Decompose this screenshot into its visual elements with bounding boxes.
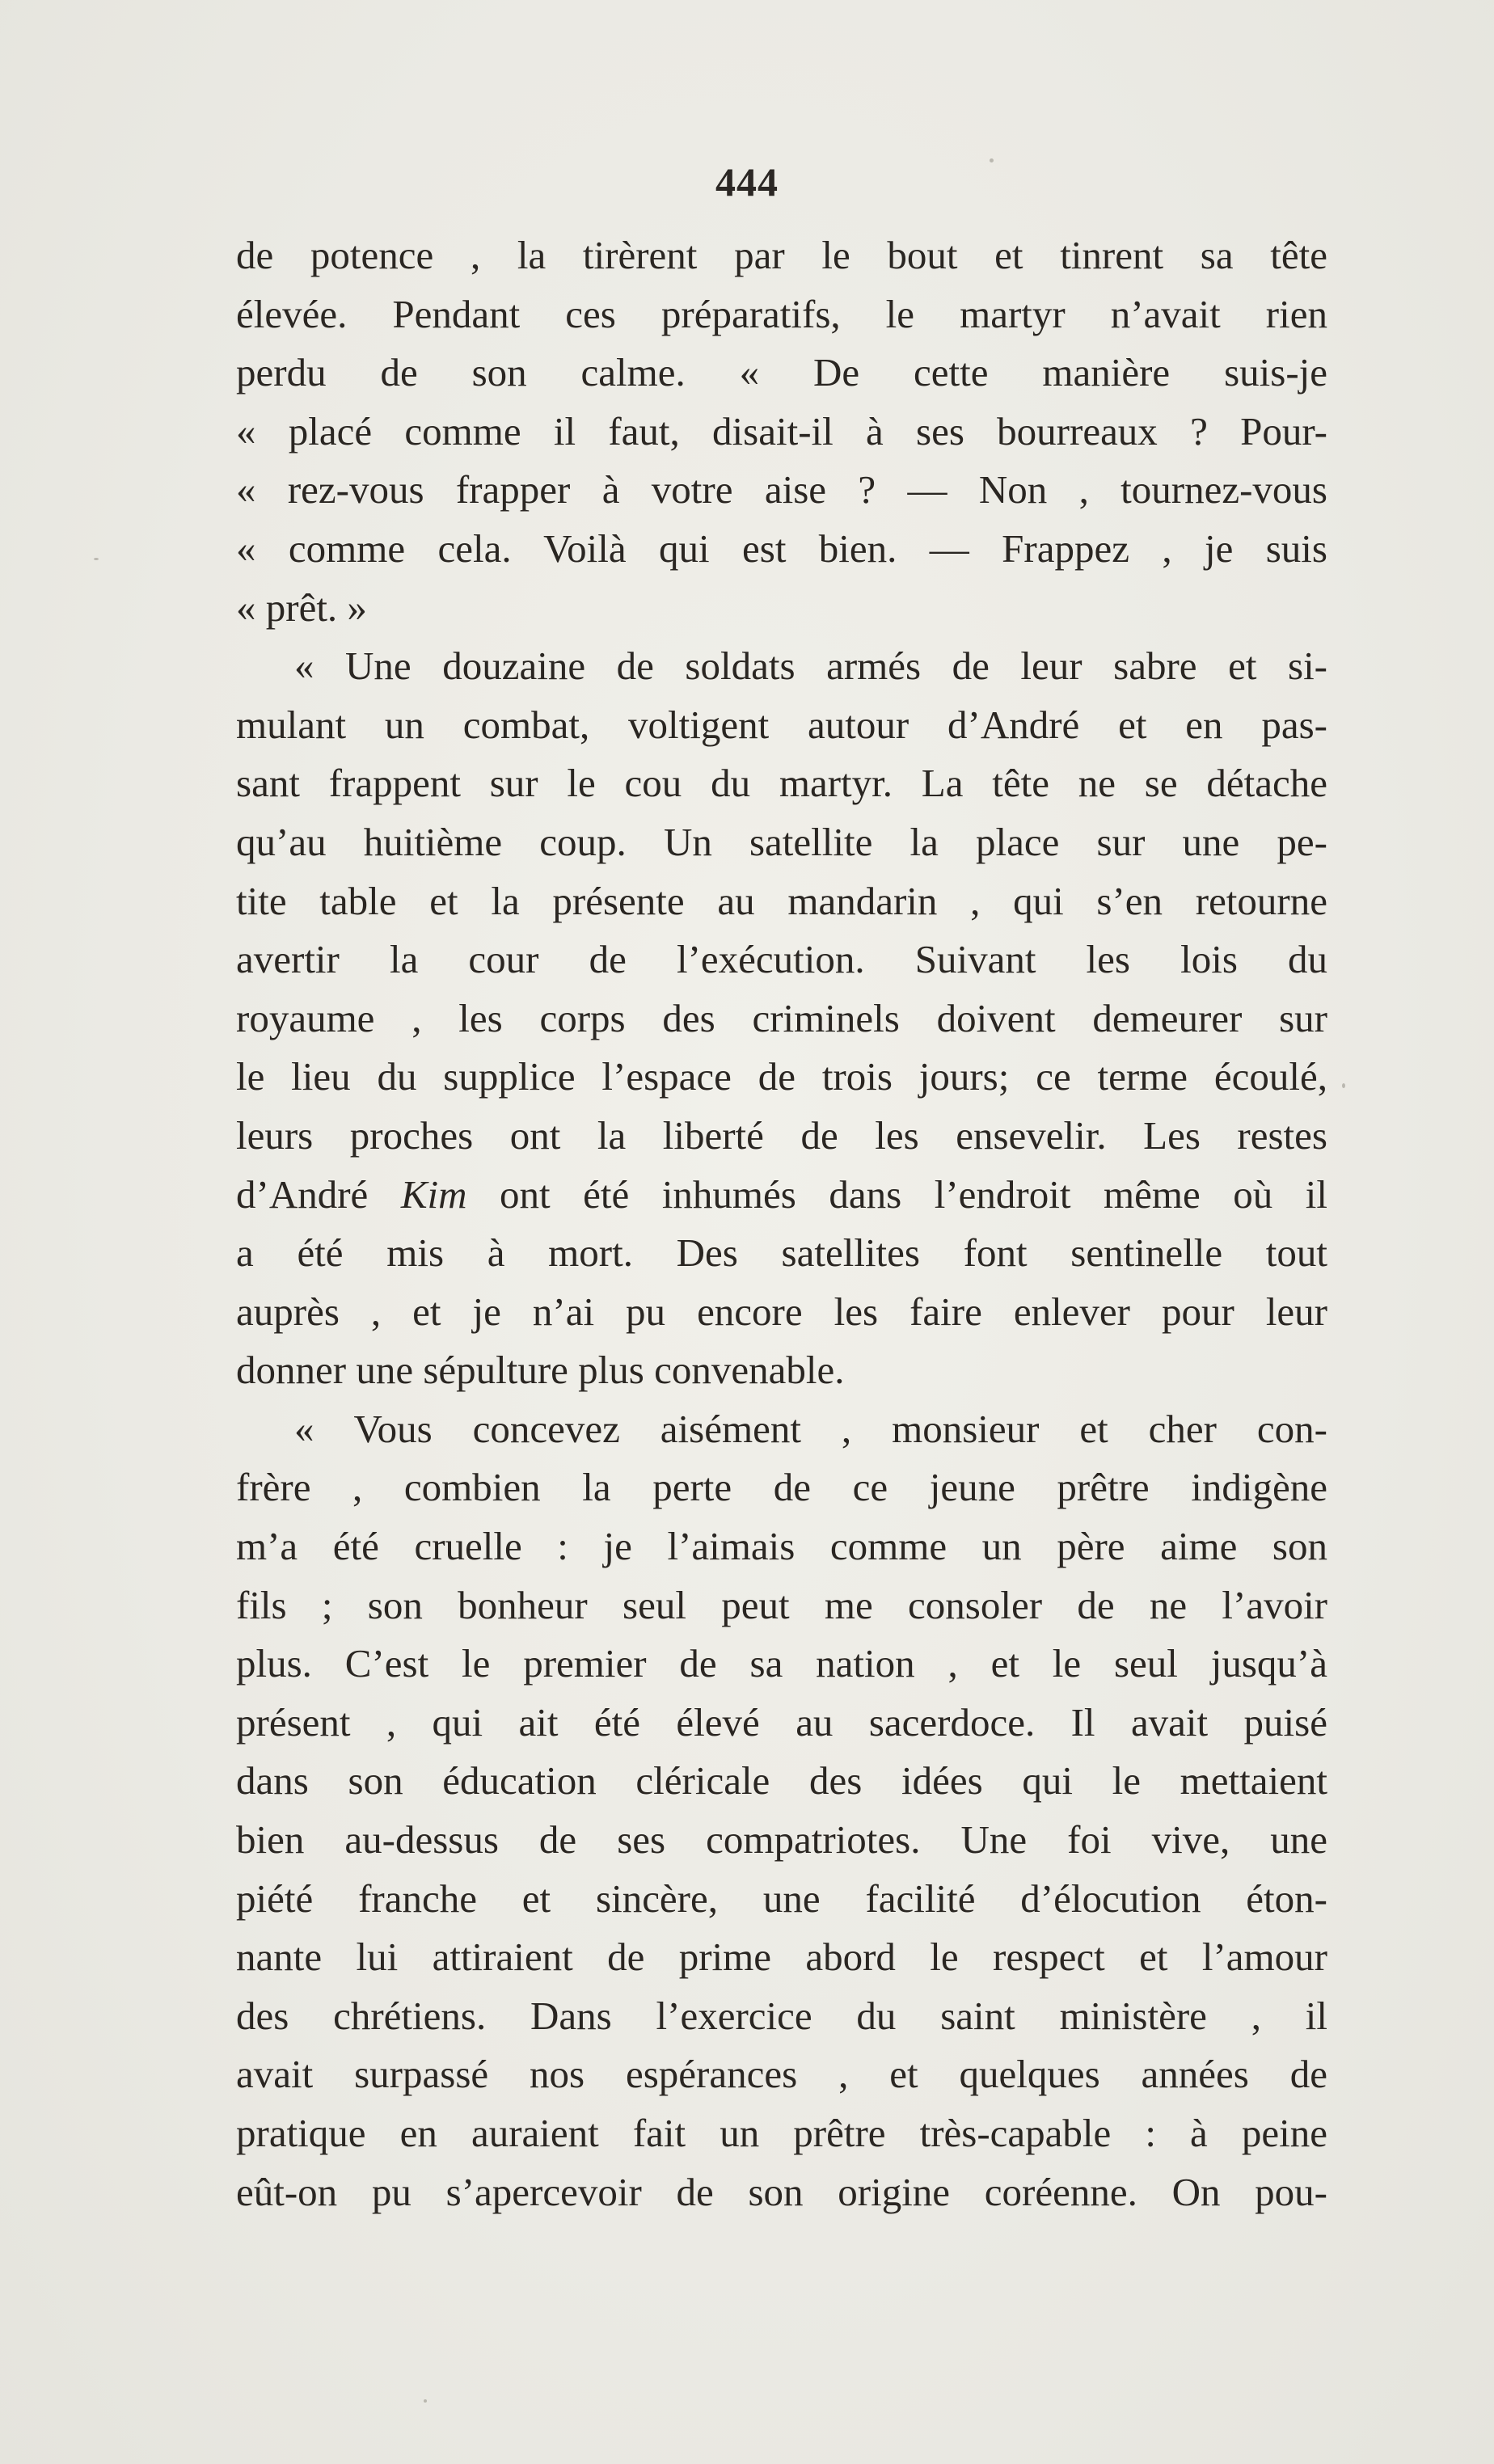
text-line: pratique en auraient fait un prêtre très-capable : à peine <box>236 2111 1327 2155</box>
text-line: frère , combien la perte de ce jeune prêtre indigène <box>236 1465 1327 1510</box>
paper-speck <box>1342 1083 1345 1088</box>
text-line: élevée. Pendant ces préparatifs, le martyr n’avait rien <box>236 291 1327 336</box>
body-text <box>236 226 1327 2221</box>
text-line: royaume , les corps des criminels doivent demeurer sur <box>236 995 1327 1040</box>
text-line: de potence , la tirèrent par le bout et tinrent sa tête <box>236 233 1327 277</box>
italic-name: Kim <box>400 1171 467 1217</box>
text-line: donner une sépulture plus convenable. <box>236 1348 845 1393</box>
text-line-with-italic <box>236 1166 1327 1225</box>
text-line: nante lui attiraient de prime abord le respect et l’amour <box>236 1934 1327 1980</box>
text-line: tite table et la présente au mandarin , qui s’en retourne <box>236 878 1327 923</box>
text-line: le lieu du supplice l’espace de trois jours; ce terme écoulé, <box>236 1054 1327 1099</box>
text-line: qu’au huitième coup. Un satellite la place sur une pe- <box>236 819 1327 864</box>
text-line: m’a été cruelle : je l’aimais comme un père aime son <box>236 1524 1327 1569</box>
text-line: des chrétiens. Dans l’exercice du saint ministère , il <box>236 1993 1327 2038</box>
text-line: a été mis à mort. Des satellites font sentinelle tout <box>236 1230 1327 1276</box>
page-number: 444 <box>715 159 779 205</box>
text-line: fils ; son bonheur seul peut me consoler de ne l’avoir <box>236 1582 1327 1627</box>
text-line: dans son éducation cléricale des idées qui le mettaient <box>236 1758 1327 1804</box>
paper-speck <box>424 2399 427 2403</box>
text-line: « prêt. » <box>236 584 367 630</box>
text-line: plus. C’est le premier de sa nation , et le seul jusqu’à <box>236 1641 1327 1686</box>
paper-speck <box>990 158 994 162</box>
text-line: présent , qui ait été élevé au sacerdoce. Il avait puisé <box>236 1699 1327 1745</box>
paragraph-start-line: « Une douzaine de soldats armés de leur sabre et si- <box>294 643 1327 689</box>
text-line: sant frappent sur le cou du martyr. La tête ne se détache <box>236 761 1327 806</box>
text-line: « rez-vous frapper à votre aise ? — Non , tournez-vous <box>236 467 1327 513</box>
text-line: bien au-dessus de ses compatriotes. Une foi vive, une <box>236 1817 1327 1863</box>
text-line: mulant un combat, voltigent autour d’André et en pas- <box>236 702 1327 747</box>
text-line: avait surpassé nos espérances , et quelques années de <box>236 2052 1327 2097</box>
text-line: auprès , et je n’ai pu encore les faire enlever pour leur <box>236 1289 1327 1334</box>
text-segment: d’André <box>236 1171 401 1217</box>
paper-speck <box>94 558 99 560</box>
text-line: « comme cela. Voilà qui est bien. — Frappez , je suis <box>236 525 1327 571</box>
text-line: perdu de son calme. « De cette manière suis-je <box>236 350 1327 395</box>
text-line: leurs proches ont la liberté de les ensevelir. Les restes <box>236 1112 1327 1158</box>
text-line: « placé comme il faut, disait-il à ses bourreaux ? Pour- <box>236 408 1327 454</box>
text-line: eût-on pu s’apercevoir de son origine coréenne. On pou- <box>236 2169 1327 2214</box>
text-segment: ont été inhumés dans l’endroit même où il <box>466 1171 1327 1217</box>
text-line: avertir la cour de l’exécution. Suivant les lois du <box>236 937 1327 982</box>
paragraph-start-line: « Vous concevez aisément , monsieur et cher con- <box>294 1406 1327 1451</box>
text-line: piété franche et sincère, une facilité d’élocution éton- <box>236 1875 1327 1921</box>
